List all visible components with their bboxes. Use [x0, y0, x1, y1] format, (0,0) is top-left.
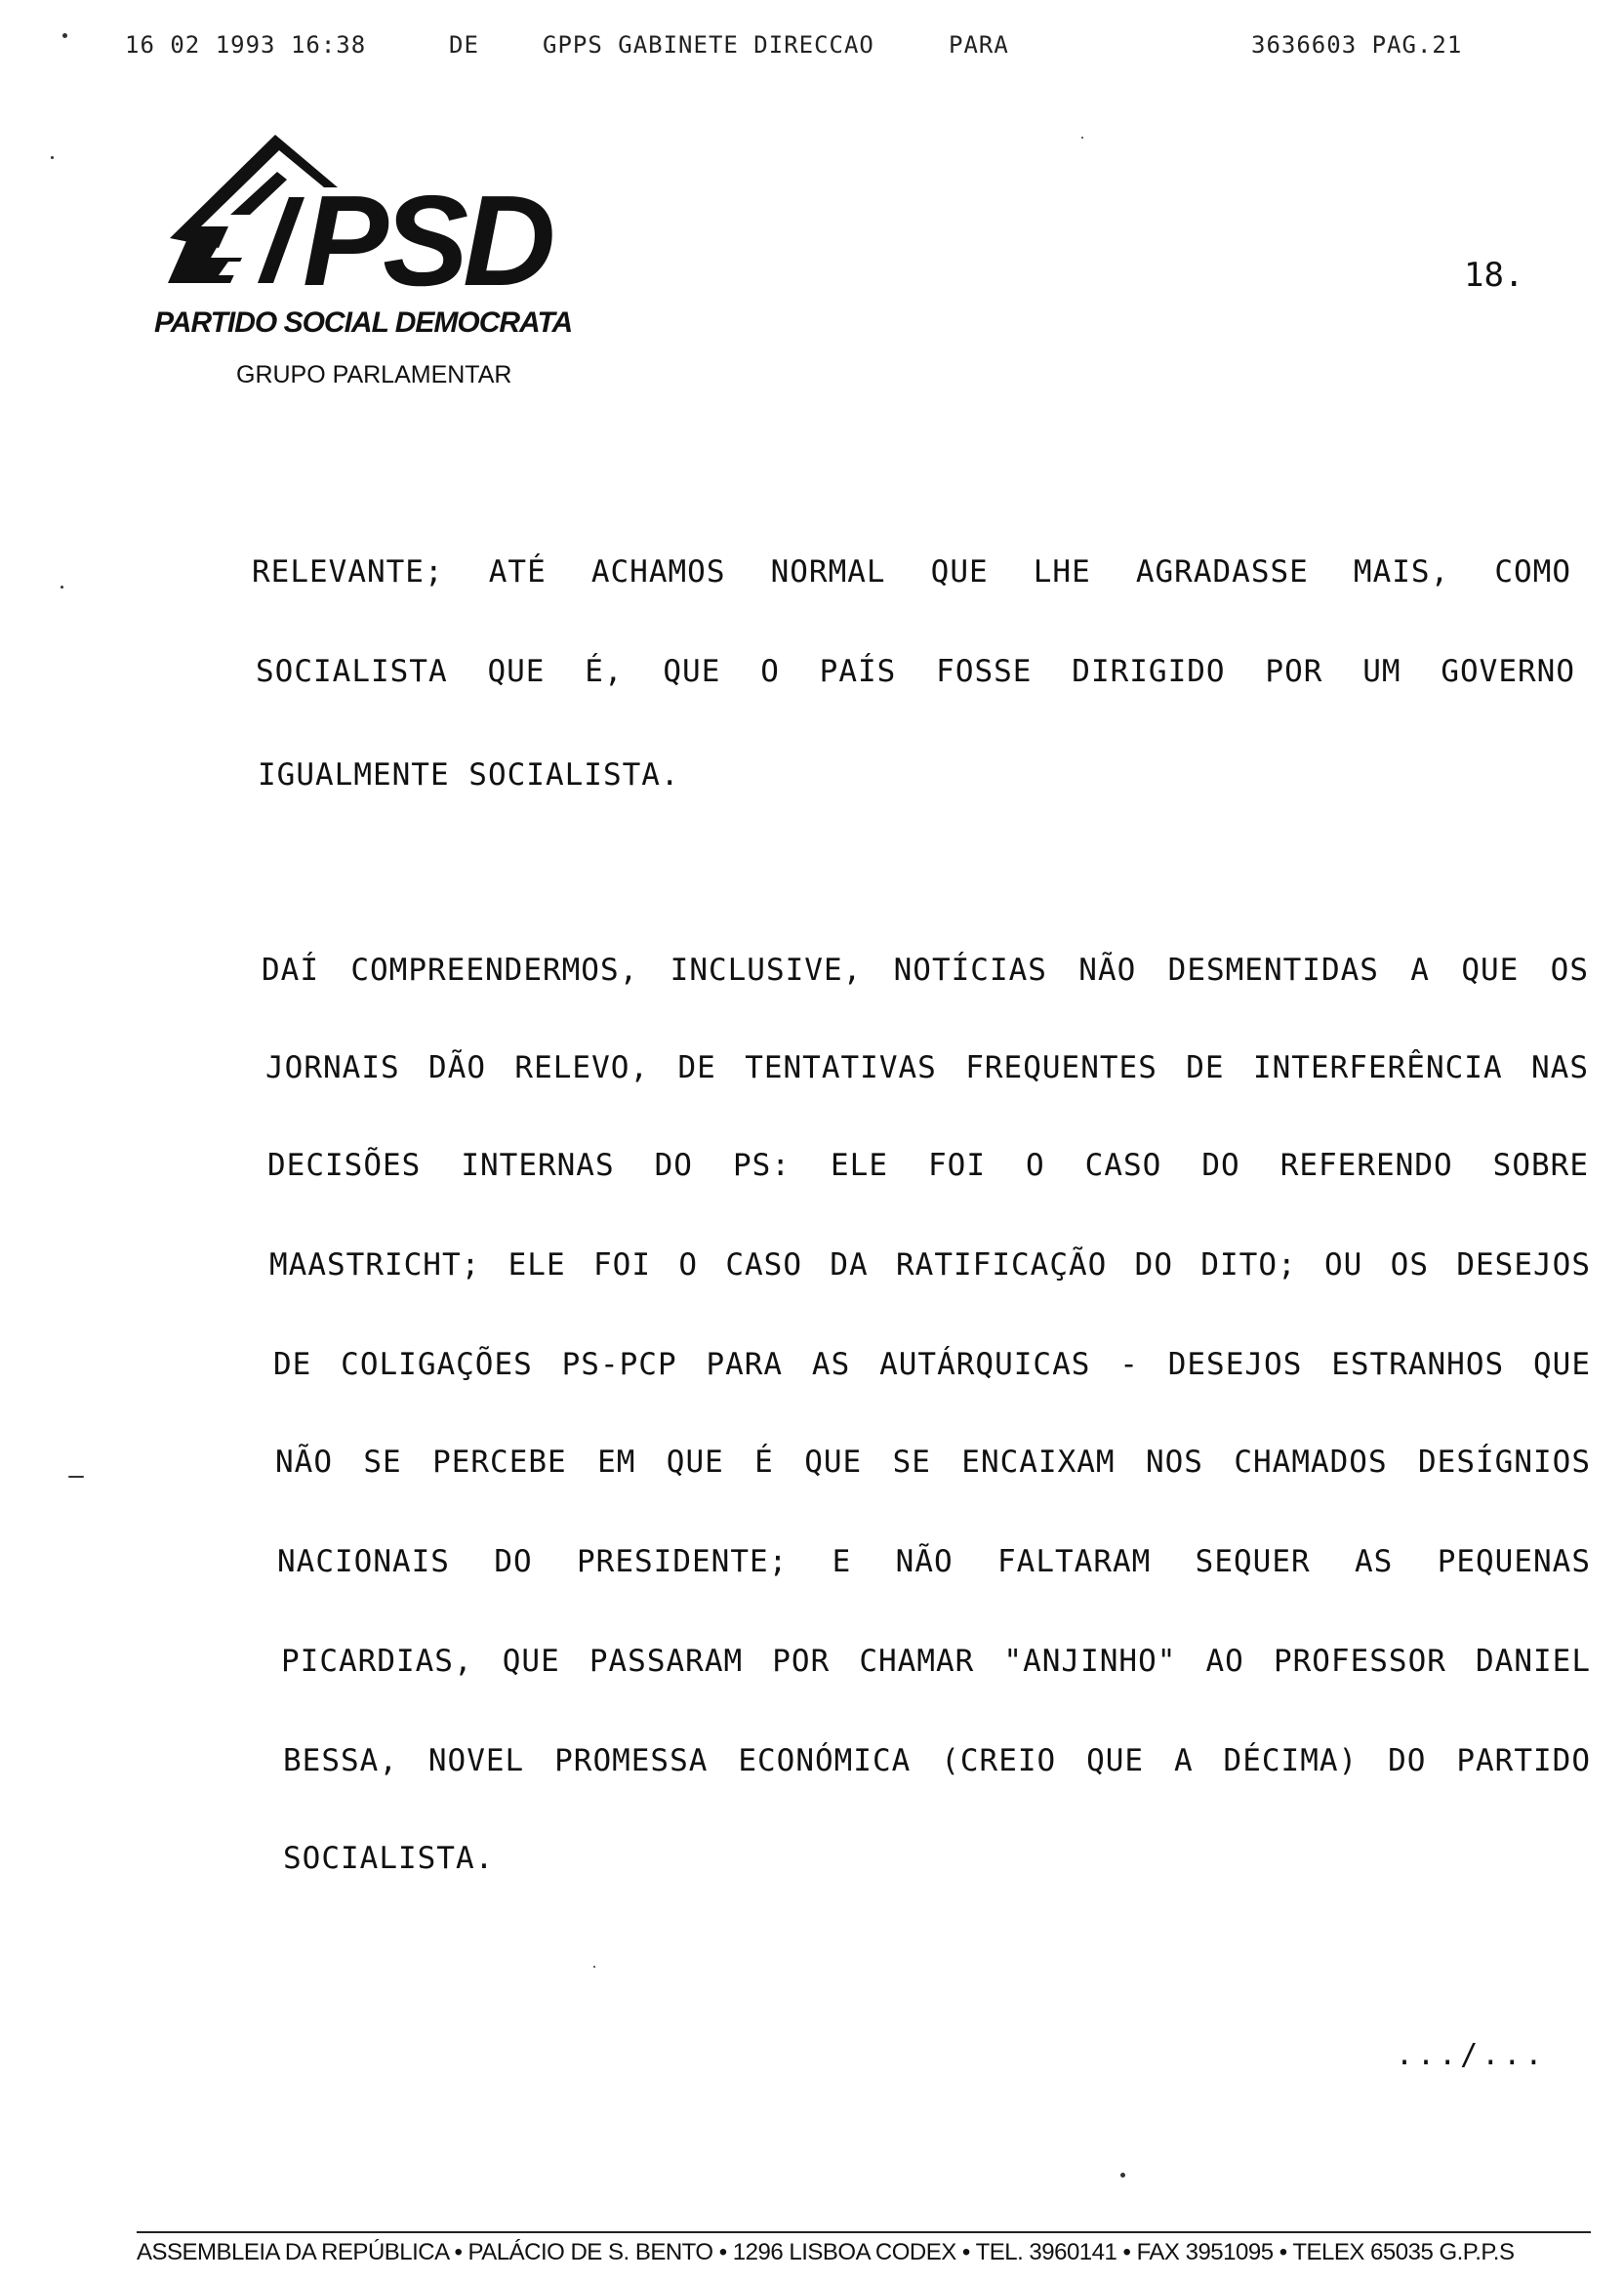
- scan-speck: [68, 1476, 84, 1478]
- scan-speck: [62, 33, 67, 38]
- fax-date-time: 16 02 1993 16:38: [125, 31, 367, 59]
- scan-speck: [1081, 137, 1083, 139]
- fax-to-label: PARA: [949, 31, 1009, 59]
- body-line: RELEVANTE; ATÉ ACHAMOS NORMAL QUE LHE AGRADASSE MAIS, COMO: [252, 554, 1571, 590]
- body-line: MAASTRICHT; ELE FOI O CASO DA RATIFICAÇÃO DO DITO; OU OS DESEJOS: [269, 1247, 1591, 1283]
- body-line: IGUALMENTE SOCIALISTA.: [258, 757, 680, 793]
- fax-number-page: 3636603 PAG.21: [1251, 31, 1463, 59]
- party-name: PARTIDO SOCIAL DEMOCRATA: [154, 306, 573, 339]
- body-line: SOCIALISTA.: [283, 1841, 495, 1876]
- body-line: DAÍ COMPREENDERMOS, INCLUSIVE, NOTÍCIAS NÃO DESMENTIDAS A QUE OS: [262, 953, 1589, 988]
- scan-speck: [593, 1966, 595, 1968]
- scan-speck: [1120, 2173, 1125, 2178]
- footer-address: ASSEMBLEIA DA REPÚBLICA • PALÁCIO DE S. BENTO • 1296 LISBOA CODEX • TEL. 3960141 • FAX 3951095 • TELEX 65035 G.P.P.S: [137, 2239, 1515, 2265]
- body-line: NÃO SE PERCEBE EM QUE É QUE SE ENCAIXAM NOS CHAMADOS DESÍGNIOS: [275, 1445, 1591, 1480]
- letterhead: [146, 129, 654, 402]
- scan-speck: [51, 156, 54, 159]
- page-number: 18.: [1464, 256, 1524, 295]
- fax-from-label: DE: [449, 31, 479, 59]
- fax-sender: GPPS GABINETE DIRECCAO: [543, 31, 874, 59]
- continuation-mark: .../...: [1396, 2038, 1547, 2072]
- footer-divider: [137, 2231, 1591, 2233]
- body-line: SOCIALISTA QUE É, QUE O PAÍS FOSSE DIRIGIDO POR UM GOVERNO: [256, 654, 1575, 689]
- body-line: DE COLIGAÇÕES PS-PCP PARA AS AUTÁRQUICAS - DESEJOS ESTRANHOS QUE: [273, 1347, 1591, 1382]
- psd-logo-text: PSD: [303, 169, 550, 305]
- body-line: JORNAIS DÃO RELEVO, DE TENTATIVAS FREQUENTES DE INTERFERÊNCIA NAS: [265, 1050, 1589, 1085]
- body-line: DECISÕES INTERNAS DO PS: ELE FOI O CASO DO REFERENDO SOBRE: [267, 1148, 1589, 1183]
- scan-speck: [61, 586, 63, 589]
- psd-logo: [160, 129, 648, 305]
- body-line: PICARDIAS, QUE PASSARAM POR CHAMAR "ANJINHO" AO PROFESSOR DANIEL: [281, 1644, 1591, 1679]
- body-line: BESSA, NOVEL PROMESSA ECONÓMICA (CREIO QUE A DÉCIMA) DO PARTIDO: [283, 1743, 1591, 1778]
- fax-transmission-header: [0, 23, 1624, 62]
- body-line: NACIONAIS DO PRESIDENTE; E NÃO FALTARAM SEQUER AS PEQUENAS: [277, 1544, 1591, 1579]
- parliamentary-group: GRUPO PARLAMENTAR: [236, 361, 512, 388]
